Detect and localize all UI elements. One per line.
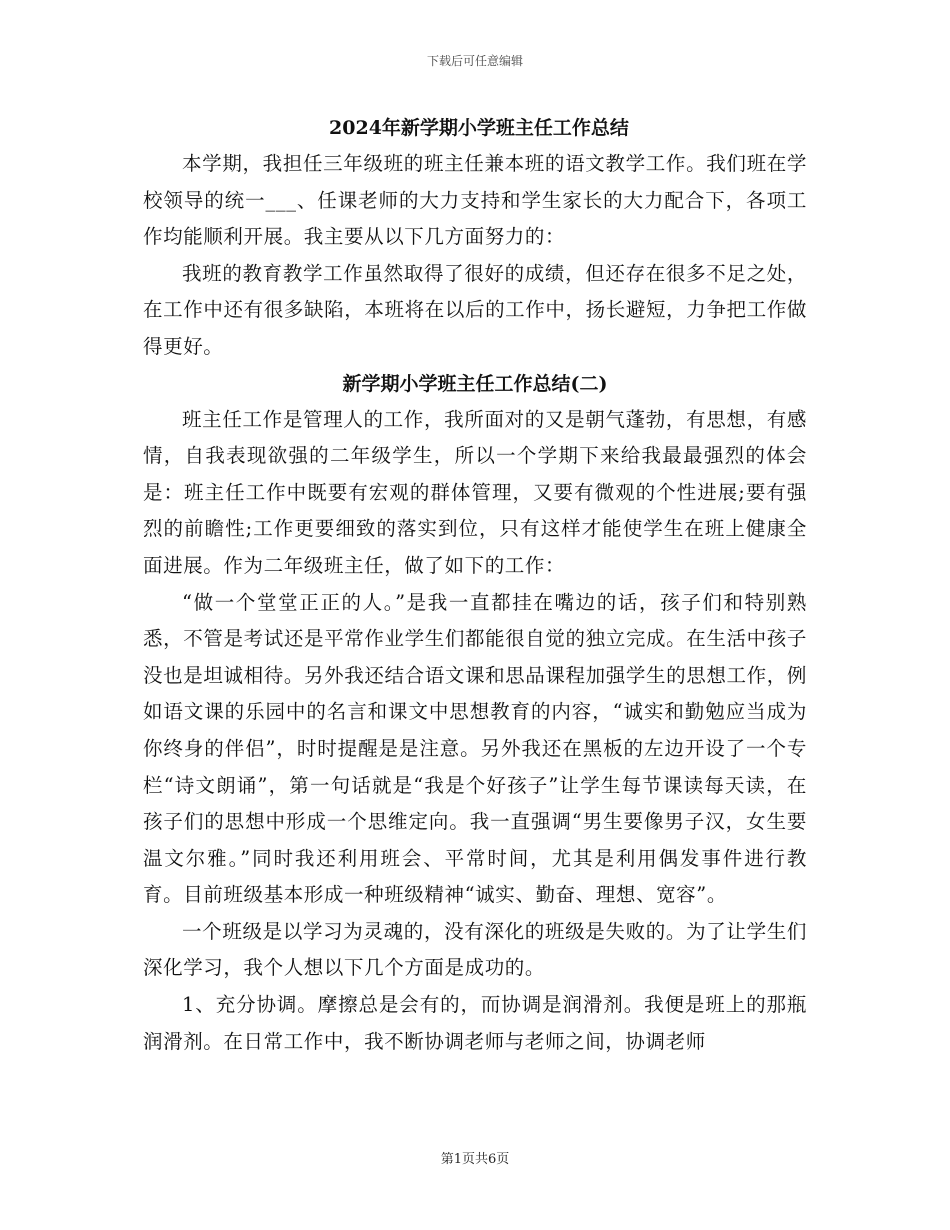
paragraph: 本学期，我担任三年级班的班主任兼本班的语文教学工作。我们班在学校领导的统一___、任课老师的大力支持和学生家长的大力配合下，各项工作均能顺利开展。我主要从以下几方面努力的： (143, 152, 807, 249)
document-body (143, 110, 807, 1060)
document-title: 2024年新学期小学班主任工作总结 (329, 117, 629, 139)
paragraph: 一个班级是以学习为灵魂的，没有深化的班级是失败的。为了让学生们深化学习，我个人想以下几个方面是成功的。 (143, 919, 807, 980)
page-number: 第1页共6页 (440, 1152, 510, 1167)
paragraph: “做一个堂堂正正的人。”是我一直都挂在嘴边的话，孩子们和特别熟悉，不管是考试还是平常作业学生们都能很自觉的独立完成。在生活中孩子没也是坦诚相待。另外我还结合语文课和思品课程加强学生的思想工作，例如语文课的乐园中的名言和课文中思想教育的内容，“诚实和勤勉应当成为你终身的伴侣”，时时提醒是是注意。另外我还在黑板的左边开设了一个专栏“诗文朗诵”，第一句话就是“我是个好孩子”让学生每节课读每天读，在孩子们的思想中形成一个思维定向。我一直强调“男生要像男子汉，女生要温文尔雅。”同时我还利用班会、平常时间，尤其是利用偶发事件进行教育。目前班级基本形成一种班级精神“诚实、勤奋、理想、宽容”。 (143, 590, 807, 907)
paragraph: 我班的教育教学工作虽然取得了很好的成绩，但还存在很多不足之处，在工作中还有很多缺陷，本班将在以后的工作中，扬长避短，力争把工作做得更好。 (143, 261, 807, 358)
paragraph: 班主任工作是管理人的工作，我所面对的又是朝气蓬勃，有思想，有感情，自我表现欲强的二年级学生，所以一个学期下来给我最最强烈的体会是：班主任工作中既要有宏观的群体管理，又要有微观的个性进展;要有强烈的前瞻性;工作更要细致的落实到位，只有这样才能使学生在班上健康全面进展。作为二年级班主任，做了如下的工作： (143, 407, 807, 577)
paragraph: 1、充分协调。摩擦总是会有的，而协调是润滑剂。我便是班上的那瓶润滑剂。在日常工作中，我不断协调老师与老师之间，协调老师 (143, 993, 807, 1053)
section-title: 新学期小学班主任工作总结(二) (342, 372, 608, 395)
page-header-note: 下载后可任意编辑 (426, 54, 523, 68)
